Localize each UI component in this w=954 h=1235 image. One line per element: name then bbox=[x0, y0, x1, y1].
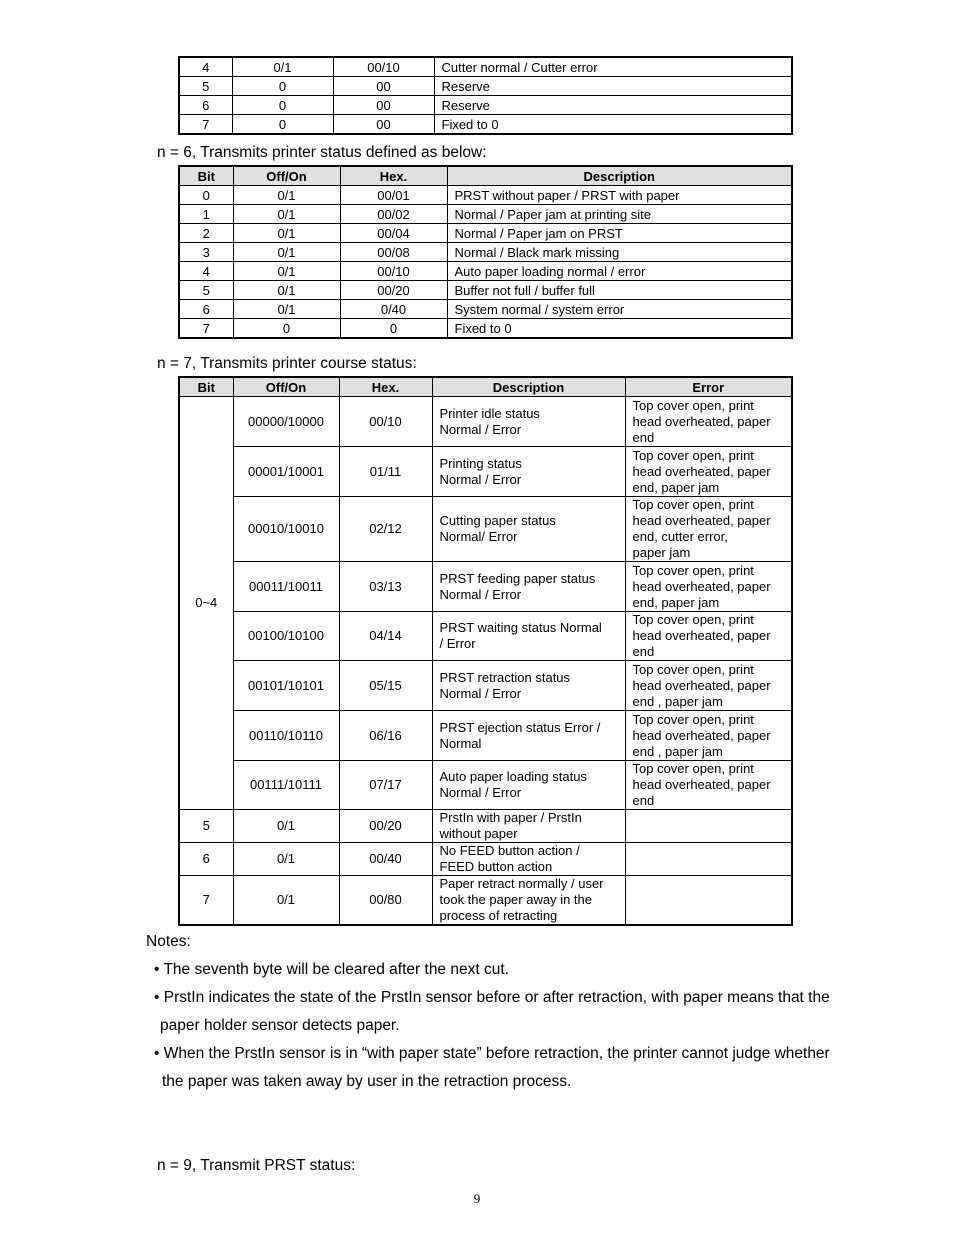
cell-line: Top cover open, print bbox=[632, 447, 754, 463]
hex-cell: 00/40 bbox=[339, 843, 432, 876]
bit-cell: 6 bbox=[179, 96, 232, 115]
cell-line: Normal / Error bbox=[439, 421, 522, 437]
table-row bbox=[179, 843, 792, 876]
offon-cell: 0 bbox=[232, 77, 333, 96]
table-row bbox=[179, 810, 792, 843]
cell-line: PRST feeding paper status bbox=[439, 570, 596, 586]
table-row bbox=[179, 447, 792, 497]
cell-line: PRST waiting status Normal bbox=[439, 620, 602, 635]
cell-line: head overheated, paper bbox=[632, 463, 771, 479]
cell-line: end bbox=[632, 793, 655, 808]
cell-line: end bbox=[632, 644, 655, 659]
hex-cell: 00 bbox=[333, 77, 434, 96]
bit-cell: 7 bbox=[179, 319, 233, 339]
cell-line: took the paper away in the bbox=[439, 892, 592, 907]
cell-line: process of retracting bbox=[439, 908, 558, 923]
table-row bbox=[179, 562, 792, 612]
offon-cell: 00000/10000 bbox=[233, 397, 339, 447]
header-bit: Bit bbox=[179, 166, 233, 186]
cell-line: head overheated, paper bbox=[632, 677, 771, 693]
note-line: • The seventh byte will be cleared after the next cut. bbox=[154, 961, 509, 978]
bit-cell: 0 bbox=[179, 186, 233, 205]
error-cell bbox=[625, 397, 792, 447]
table-row bbox=[179, 300, 792, 319]
description-cell bbox=[432, 711, 625, 761]
table-row bbox=[179, 876, 792, 926]
offon-cell: 0/1 bbox=[233, 186, 340, 205]
table-row bbox=[179, 262, 792, 281]
bit-cell: 3 bbox=[179, 243, 233, 262]
hex-cell: 00/10 bbox=[333, 57, 434, 77]
offon-cell: 00001/10001 bbox=[233, 447, 339, 497]
cell-line: Top cover open, print bbox=[632, 562, 754, 578]
cell-line: end, cutter error, bbox=[632, 529, 728, 544]
hex-cell: 00/20 bbox=[340, 281, 447, 300]
table-row bbox=[179, 77, 792, 96]
cell-line: head overheated, paper bbox=[632, 727, 771, 743]
error-cell bbox=[625, 447, 792, 497]
header-offon: Off/On bbox=[233, 166, 340, 186]
cell-line: Normal / Error bbox=[439, 586, 522, 602]
description-cell: Cutter normal / Cutter error bbox=[434, 57, 792, 77]
offon-cell: 0/1 bbox=[232, 57, 333, 77]
error-cell bbox=[625, 843, 792, 876]
table-row bbox=[179, 281, 792, 300]
offon-cell: 0/1 bbox=[233, 843, 339, 876]
offon-cell: 0 bbox=[232, 115, 333, 135]
cell-line: end bbox=[632, 429, 655, 445]
cell-line: Top cover open, print bbox=[632, 661, 754, 677]
description-cell bbox=[432, 497, 625, 562]
offon-cell: 0 bbox=[233, 319, 340, 339]
hex-cell: 01/11 bbox=[339, 447, 432, 497]
offon-cell: 0/1 bbox=[233, 262, 340, 281]
table-header-row bbox=[179, 377, 792, 397]
cell-line: / Error bbox=[439, 636, 476, 651]
table-row bbox=[179, 57, 792, 77]
description-cell: Reserve bbox=[434, 77, 792, 96]
header-offon: Off/On bbox=[233, 377, 339, 397]
description-cell bbox=[432, 761, 625, 810]
cell-line: head overheated, paper bbox=[632, 578, 771, 594]
hex-cell: 00/01 bbox=[340, 186, 447, 205]
cell-line: end , paper jam bbox=[632, 693, 723, 709]
bit-cell: 6 bbox=[179, 843, 233, 876]
offon-cell: 00011/10011 bbox=[233, 562, 339, 612]
cell-line: end, paper jam bbox=[632, 479, 720, 495]
bit-cell: 4 bbox=[179, 57, 232, 77]
offon-cell: 0/1 bbox=[233, 224, 340, 243]
error-cell bbox=[625, 661, 792, 711]
description-cell: PRST without paper / PRST with paper bbox=[447, 186, 792, 205]
cell-line: Normal bbox=[439, 735, 482, 751]
hex-cell: 00/04 bbox=[340, 224, 447, 243]
hex-cell: 05/15 bbox=[339, 661, 432, 711]
n9-heading: n = 9, Transmit PRST status: bbox=[157, 1157, 356, 1174]
note-line: paper holder sensor detects paper. bbox=[160, 1017, 400, 1034]
offon-cell: 00110/10110 bbox=[233, 711, 339, 761]
description-cell: Reserve bbox=[434, 96, 792, 115]
bit-cell: 6 bbox=[179, 300, 233, 319]
bit-cell: 7 bbox=[179, 115, 232, 135]
error-cell bbox=[625, 810, 792, 843]
cell-line: Normal/ Error bbox=[439, 529, 518, 544]
hex-cell: 00/10 bbox=[340, 262, 447, 281]
note-line: • PrstIn indicates the state of the PrstIn sensor before or after retraction, with paper means that the bbox=[154, 989, 830, 1006]
table-row bbox=[179, 497, 792, 562]
table-row bbox=[179, 96, 792, 115]
hex-cell: 0 bbox=[340, 319, 447, 339]
hex-cell: 04/14 bbox=[339, 612, 432, 661]
description-cell: Normal / Black mark missing bbox=[447, 243, 792, 262]
cell-line: Top cover open, print bbox=[632, 612, 754, 627]
page-number: 9 bbox=[473, 1191, 481, 1206]
error-cell bbox=[625, 761, 792, 810]
n6-heading: n = 6, Transmits printer status defined as below: bbox=[157, 144, 487, 161]
note-line: the paper was taken away by user in the retraction process. bbox=[162, 1073, 572, 1090]
table-printer-status bbox=[178, 165, 793, 339]
cell-line: Normal / Error bbox=[439, 471, 522, 487]
hex-cell: 00/10 bbox=[339, 397, 432, 447]
bit-cell: 1 bbox=[179, 205, 233, 224]
header-description: Description bbox=[447, 166, 792, 186]
bit-cell: 5 bbox=[179, 810, 233, 843]
hex-cell: 00 bbox=[333, 115, 434, 135]
offon-cell: 0/1 bbox=[233, 876, 339, 926]
offon-cell: 00111/10111 bbox=[233, 761, 339, 810]
bit-cell: 0~4 bbox=[179, 397, 233, 810]
description-cell bbox=[432, 810, 625, 843]
description-cell bbox=[432, 876, 625, 926]
cell-line: PRST ejection status Error / bbox=[439, 719, 601, 735]
offon-cell: 0/1 bbox=[233, 243, 340, 262]
bit-cell: 4 bbox=[179, 262, 233, 281]
table-row bbox=[179, 661, 792, 711]
hex-cell: 02/12 bbox=[339, 497, 432, 562]
description-cell: System normal / system error bbox=[447, 300, 792, 319]
table-row bbox=[179, 205, 792, 224]
table-row bbox=[179, 612, 792, 661]
hex-cell: 00 bbox=[333, 96, 434, 115]
header-bit: Bit bbox=[179, 377, 233, 397]
n7-heading: n = 7, Transmits printer course status: bbox=[157, 355, 417, 372]
cell-line: head overheated, paper bbox=[632, 513, 771, 528]
cell-line: Normal / Error bbox=[439, 785, 522, 800]
error-cell bbox=[625, 711, 792, 761]
cell-line: head overheated, paper bbox=[632, 777, 771, 792]
table-bits-continued bbox=[178, 56, 793, 135]
hex-cell: 0/40 bbox=[340, 300, 447, 319]
cell-line: Top cover open, print bbox=[632, 497, 754, 512]
error-cell bbox=[625, 497, 792, 562]
cell-line: Printing status bbox=[439, 455, 522, 471]
table-row bbox=[179, 243, 792, 262]
table-row bbox=[179, 115, 792, 135]
description-cell: Fixed to 0 bbox=[447, 319, 792, 339]
table-course-status bbox=[178, 376, 793, 926]
hex-cell: 00/80 bbox=[339, 876, 432, 926]
cell-line: Auto paper loading status bbox=[439, 769, 587, 784]
offon-cell: 0/1 bbox=[233, 281, 340, 300]
header-hex: Hex. bbox=[340, 166, 447, 186]
description-cell bbox=[432, 562, 625, 612]
cell-line: Top cover open, print bbox=[632, 711, 754, 727]
error-cell bbox=[625, 876, 792, 926]
offon-cell: 00100/10100 bbox=[233, 612, 339, 661]
hex-cell: 00/20 bbox=[339, 810, 432, 843]
header-hex: Hex. bbox=[339, 377, 432, 397]
description-cell: Auto paper loading normal / error bbox=[447, 262, 792, 281]
table-header-row bbox=[179, 166, 792, 186]
notes-title: Notes: bbox=[146, 933, 191, 950]
bit-cell: 2 bbox=[179, 224, 233, 243]
description-cell bbox=[432, 397, 625, 447]
offon-cell: 0/1 bbox=[233, 810, 339, 843]
cell-line: No FEED button action / bbox=[439, 843, 580, 858]
table-row bbox=[179, 224, 792, 243]
table-row bbox=[179, 711, 792, 761]
cell-line: PRST retraction status bbox=[439, 669, 571, 685]
offon-cell: 00010/10010 bbox=[233, 497, 339, 562]
description-cell: Normal / Paper jam on PRST bbox=[447, 224, 792, 243]
description-cell bbox=[432, 843, 625, 876]
cell-line: without paper bbox=[439, 826, 518, 841]
cell-line: Cutting paper status bbox=[439, 513, 556, 528]
offon-cell: 0/1 bbox=[233, 205, 340, 224]
offon-cell: 0/1 bbox=[233, 300, 340, 319]
hex-cell: 07/17 bbox=[339, 761, 432, 810]
bit-cell: 5 bbox=[179, 281, 233, 300]
error-cell bbox=[625, 562, 792, 612]
description-cell: Normal / Paper jam at printing site bbox=[447, 205, 792, 224]
cell-line: head overheated, paper bbox=[632, 413, 771, 429]
cell-line: Top cover open, print bbox=[632, 397, 754, 413]
table-row bbox=[179, 319, 792, 339]
offon-cell: 0 bbox=[232, 96, 333, 115]
bit-cell: 5 bbox=[179, 77, 232, 96]
cell-line: end, paper jam bbox=[632, 594, 720, 610]
error-cell bbox=[625, 612, 792, 661]
cell-line: Printer idle status bbox=[439, 405, 540, 421]
description-cell: Buffer not full / buffer full bbox=[447, 281, 792, 300]
cell-line: paper jam bbox=[632, 545, 691, 560]
hex-cell: 00/08 bbox=[340, 243, 447, 262]
hex-cell: 06/16 bbox=[339, 711, 432, 761]
cell-line: end , paper jam bbox=[632, 743, 723, 759]
cell-line: Normal / Error bbox=[439, 685, 522, 701]
cell-line: Paper retract normally / user bbox=[439, 876, 604, 891]
cell-line: Top cover open, print bbox=[632, 761, 754, 776]
offon-cell: 00101/10101 bbox=[233, 661, 339, 711]
bit-cell: 7 bbox=[179, 876, 233, 926]
description-cell bbox=[432, 447, 625, 497]
note-line: • When the PrstIn sensor is in “with paper state” before retraction, the printer cannot judge whether bbox=[154, 1045, 830, 1062]
cell-line: FEED button action bbox=[439, 859, 553, 874]
table-row bbox=[179, 761, 792, 810]
header-description: Description bbox=[432, 377, 625, 397]
hex-cell: 00/02 bbox=[340, 205, 447, 224]
table-row bbox=[179, 186, 792, 205]
description-cell bbox=[432, 612, 625, 661]
cell-line: head overheated, paper bbox=[632, 628, 771, 643]
cell-line: PrstIn with paper / PrstIn bbox=[439, 810, 582, 825]
header-error: Error bbox=[625, 377, 792, 397]
description-cell: Fixed to 0 bbox=[434, 115, 792, 135]
description-cell bbox=[432, 661, 625, 711]
table-row bbox=[179, 397, 792, 447]
hex-cell: 03/13 bbox=[339, 562, 432, 612]
